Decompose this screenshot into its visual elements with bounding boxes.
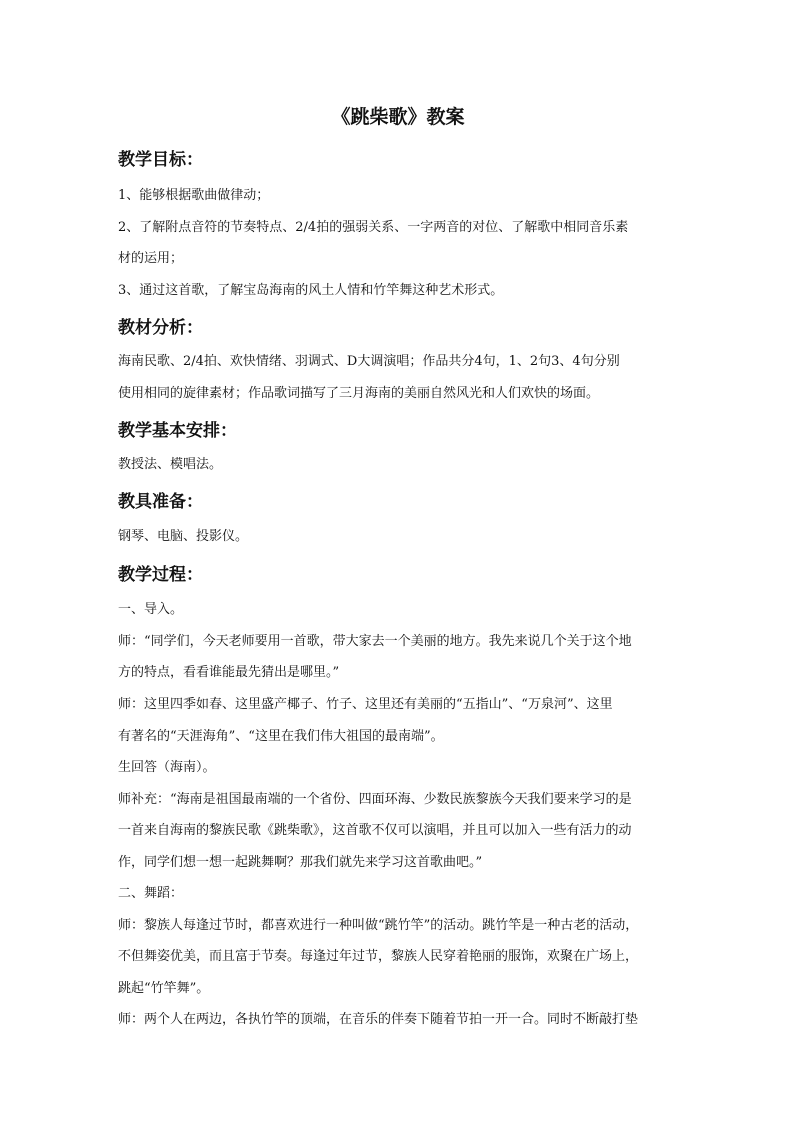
process-line-4: 师：这里四季如春、这里盛产椰子、竹子、这里还有美丽的“五指山”、“万泉河”、这里 (118, 697, 613, 712)
process-line-10: 二、舞蹈： (118, 886, 184, 901)
process-line-6: 生回答（海南）。 (118, 760, 216, 775)
document-title: 《跳柴歌》教案 (331, 106, 465, 128)
process-line-2: 师：“同学们，今天老师要用一首歌，带大家去一个美丽的地方。我先来说几个关于这个地 (118, 634, 632, 649)
heading-process: 教学过程： (118, 565, 203, 585)
process-line-12: 不但舞姿优美，而且富于节奏。每逢过年过节，黎族人民穿着艳丽的服饰，欢聚在广场上， (118, 949, 639, 964)
process-line-5: 有著名的“天涯海角”、“这里在我们伟大祖国的最南端”。 (118, 729, 444, 744)
heading-objectives: 教学目标： (118, 150, 203, 170)
tools-line-1: 钢琴、电脑、投影仪。 (118, 529, 249, 544)
objectives-line-3: 材的运用； (118, 251, 184, 266)
process-line-3: 方的特点，看看谁能最先猜出是哪里。” (118, 665, 340, 680)
heading-arrangement: 教学基本安排： (118, 421, 237, 441)
heading-tools: 教具准备： (118, 492, 203, 512)
process-line-14: 师：两个人在两边，各执竹竿的顶端，在音乐的伴奏下随着节拍一开一合。同时不断敲打垫 (118, 1012, 639, 1027)
objectives-line-1: 1、能够根据歌曲做律动； (118, 188, 270, 203)
objectives-line-2: 2、了解附点音符的节奏特点、2/4拍的强弱关系、一字两音的对位、了解歌中相同音乐素 (118, 220, 629, 235)
process-line-1: 一、导入。 (118, 602, 184, 617)
process-line-8: 一首来自海南的黎族民歌《跳柴歌》，这首歌不仅可以演唱，并且可以加入一些有活力的动 (118, 823, 632, 838)
heading-analysis: 教材分析： (118, 318, 203, 338)
analysis-line-1: 海南民歌、2/4拍、欢快情绪、羽调式、D大调演唱；作品共分4句，1、2句3、4句分别 (118, 354, 620, 369)
process-line-13: 跳起“竹竿舞”。 (118, 981, 210, 996)
process-line-9: 作，同学们想一想一起跳舞啊？那我们就先来学习这首歌曲吧。” (118, 855, 483, 870)
process-line-7: 师补充：“海南是祖国最南端的一个省份、四面环海、少数民族黎族今天我们要来学习的是 (118, 792, 632, 807)
arrangement-line-1: 教授法、模唱法。 (118, 457, 223, 472)
process-line-11: 师：黎族人每逢过节时，都喜欢进行一种叫做“跳竹竿”的活动。跳竹竿是一种古老的活动， (118, 918, 639, 933)
objectives-line-4: 3、通过这首歌，了解宝岛海南的风土人情和竹竿舞这种艺术形式。 (118, 283, 504, 298)
analysis-line-2: 使用相同的旋律素材；作品歌词描写了三月海南的美丽自然风光和人们欢快的场面。 (118, 386, 600, 401)
